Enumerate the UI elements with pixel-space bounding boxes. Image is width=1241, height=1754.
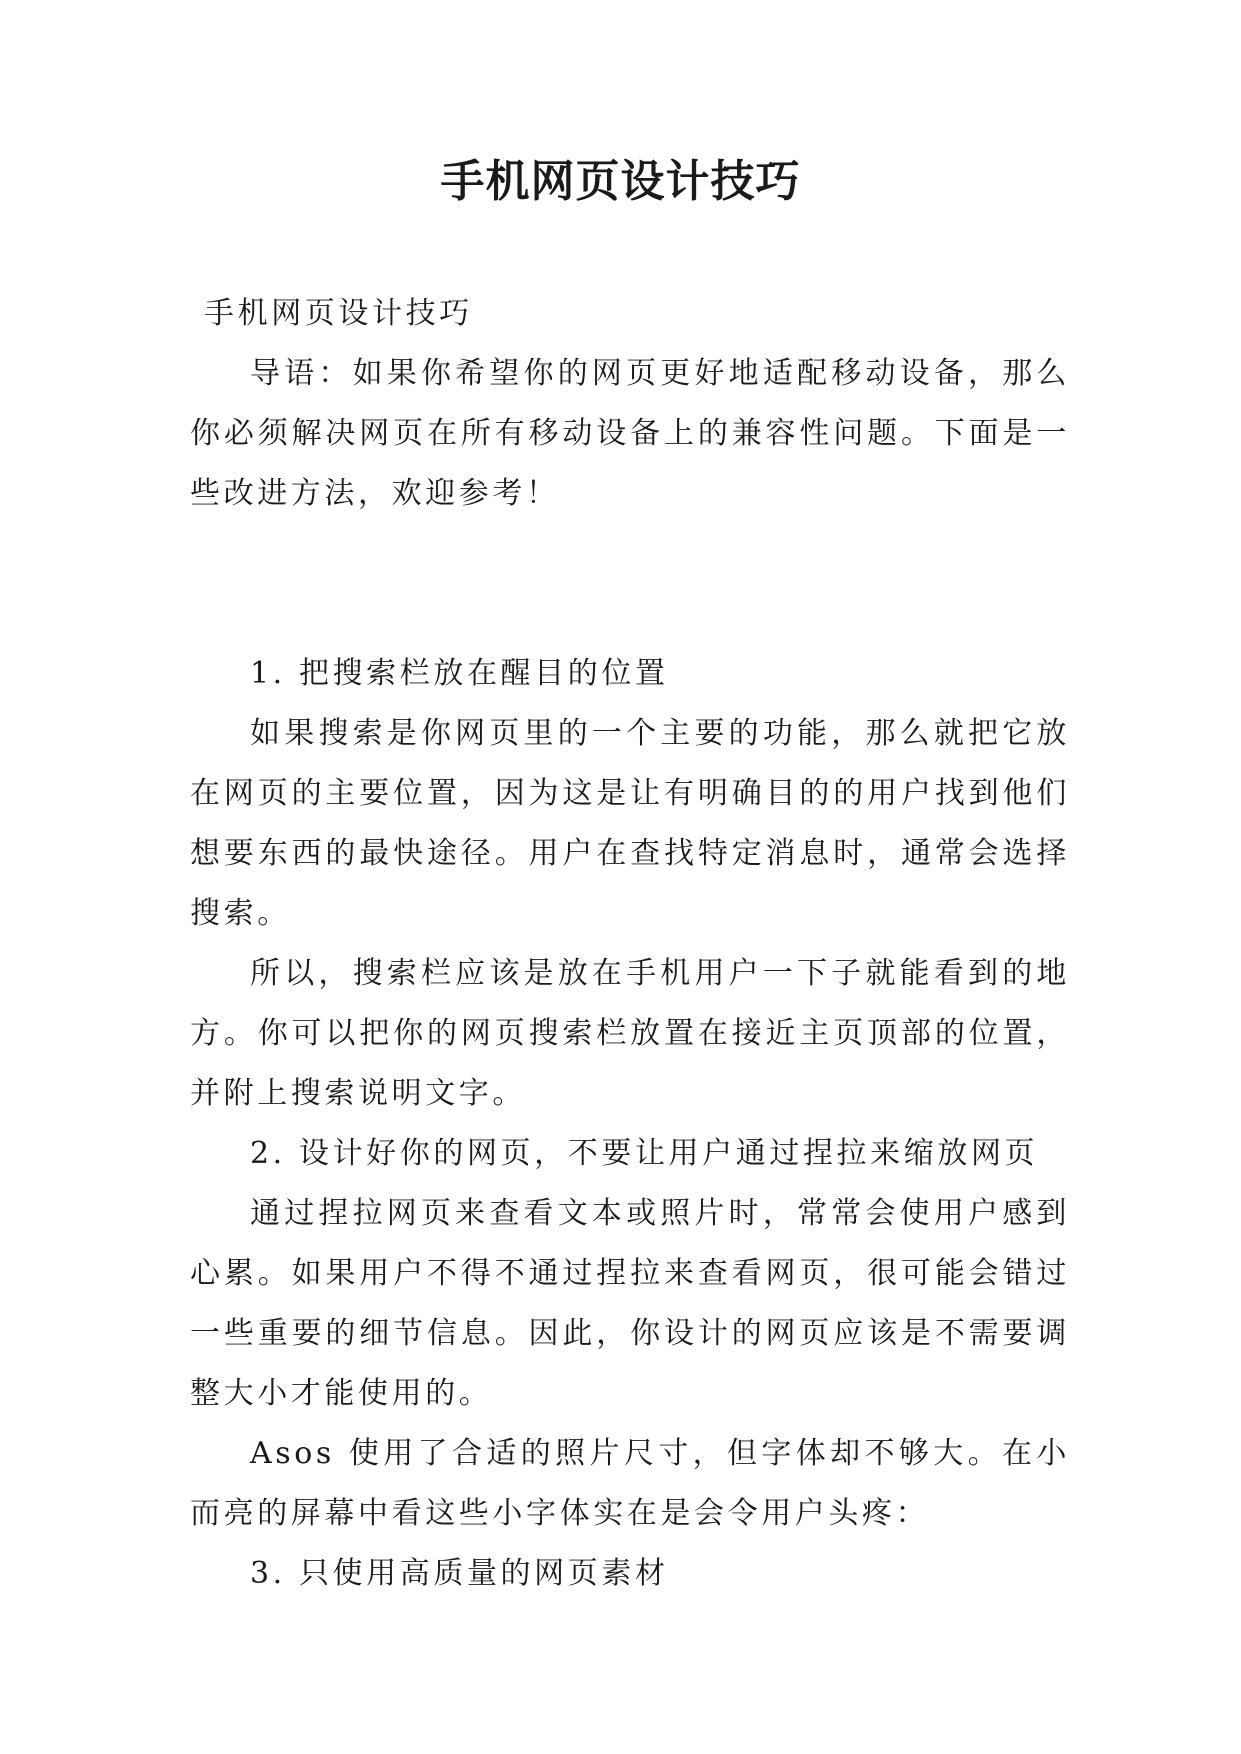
- section-1-paragraph-2: 所以，搜索栏应该是放在手机用户一下子就能看到的地方。你可以把你的网页搜索栏放置在接近主页顶部的位置，并附上搜索说明文字。: [190, 956, 1070, 1111]
- document-subtitle: 手机网页设计技巧: [204, 296, 473, 331]
- section-2-paragraph-2: Asos 使用了合适的照片尺寸，但字体却不够大。在小而亮的屏幕中看这些小字体实在是会令用户头疼：: [190, 1436, 1070, 1531]
- intro-paragraph: 导语：如果你希望你的网页更好地适配移动设备，那么你必须解决网页在所有移动设备上的兼容性问题。下面是一些改进方法，欢迎参考！: [190, 356, 1070, 511]
- document-title: 手机网页设计技巧: [440, 156, 801, 207]
- blank-space: [190, 524, 1070, 644]
- section-heading-1: 1. 把搜索栏放在醒目的位置: [250, 656, 669, 691]
- section-2-paragraph-1: 通过捏拉网页来查看文本或照片时，常常会使用户感到心累。如果用户不得不通过捏拉来查看网页，很可能会错过一些重要的细节信息。因此，你设计的网页应该是不需要调整大小才能使用的。: [190, 1196, 1070, 1411]
- document-body: [190, 284, 1070, 1604]
- section-heading-2: 2. 设计好你的网页，不要让用户通过捏拉来缩放网页: [250, 1136, 1039, 1171]
- section-1-paragraph-1: 如果搜索是你网页里的一个主要的功能，那么就把它放在网页的主要位置，因为这是让有明确目的的用户找到他们想要东西的最快途径。用户在查找特定消息时，通常会选择搜索。: [190, 716, 1070, 931]
- section-heading-3: 3. 只使用高质量的网页素材: [250, 1556, 669, 1591]
